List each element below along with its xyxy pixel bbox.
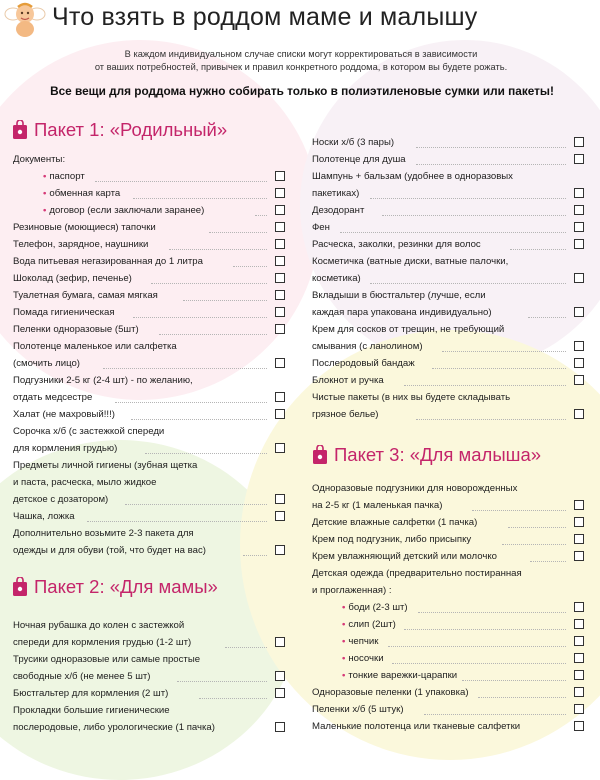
list-item xyxy=(13,202,291,219)
checkbox[interactable] xyxy=(574,636,584,646)
checkbox[interactable] xyxy=(275,307,285,317)
checkbox[interactable] xyxy=(574,619,584,629)
list-item-label: Шампунь + бальзам (удобнее в одноразовых xyxy=(312,171,513,182)
list-item-label: свободные х/б (не менее 5 шт) xyxy=(13,671,151,682)
list-item-label: Документы: xyxy=(13,154,66,165)
list-item-label: Вкладыши в бюстгальтер (лучше, если xyxy=(312,290,486,301)
checkbox[interactable] xyxy=(574,358,584,368)
checkbox[interactable] xyxy=(275,494,285,504)
checkbox[interactable] xyxy=(574,704,584,714)
checkbox[interactable] xyxy=(574,375,584,385)
list-item-label: Дополнительно возьмите 2-3 пакета для xyxy=(13,528,194,539)
checkbox[interactable] xyxy=(275,545,285,555)
checkbox[interactable] xyxy=(275,188,285,198)
checkbox[interactable] xyxy=(574,137,584,147)
bullet-icon: • xyxy=(43,205,47,216)
packet-1-title: Пакет 1: «Родильный» xyxy=(34,119,228,140)
list-item-label: и паста, расческа, мыло жидкое xyxy=(13,477,157,488)
cupid-baby-icon xyxy=(4,0,46,40)
list-item-label: и проглаженная) : xyxy=(312,585,392,596)
list-item-label: Чашка, ложка xyxy=(13,511,75,522)
list-item-label: Шоколад (зефир, печенье) xyxy=(13,273,132,284)
list-item-label: Косметичка (ватные диски, ватные палочки, xyxy=(312,256,509,267)
list-item-label: Носки х/б (3 пары) xyxy=(312,137,395,148)
checkbox[interactable] xyxy=(574,721,584,731)
list-item-label: Фен xyxy=(312,222,330,233)
bullet-icon: • xyxy=(43,188,47,199)
checkbox[interactable] xyxy=(275,358,285,368)
checkbox[interactable] xyxy=(275,239,285,249)
list-item-label: слип (2шт) xyxy=(348,619,396,630)
list-item-label: Блокнот и ручка xyxy=(312,375,384,386)
list-item-label: спереди для кормления грудью (1-2 шт) xyxy=(13,637,192,648)
checkbox[interactable] xyxy=(574,602,584,612)
list-item xyxy=(13,168,291,185)
list-item-label: детское с дозатором) xyxy=(13,494,109,505)
list-item-label: Дезодорант xyxy=(312,205,365,216)
checkbox[interactable] xyxy=(574,409,584,419)
list-item-label: послеродовые, либо урологические (1 пачка) xyxy=(13,722,215,733)
checkbox[interactable] xyxy=(574,273,584,283)
checkbox[interactable] xyxy=(275,511,285,521)
list-item-label: паспорт xyxy=(49,171,85,182)
list-item-label: пакетиках) xyxy=(312,188,360,199)
list-item xyxy=(13,185,291,202)
checkbox[interactable] xyxy=(574,670,584,680)
list-item-label: Телефон, зарядное, наушники xyxy=(13,239,149,250)
list-item-label: Трусики одноразовые или самые простые xyxy=(13,654,201,665)
list-item-label: чепчик xyxy=(348,636,379,647)
list-item-label: Одноразовые пеленки (1 упаковка) xyxy=(312,687,469,698)
checkbox[interactable] xyxy=(275,205,285,215)
page-title: Что взять в роддом маме и малышу xyxy=(52,3,478,31)
checkbox[interactable] xyxy=(275,273,285,283)
packet-1-heading xyxy=(12,118,227,142)
list-item-label: Подгузники 2-5 кг (2-4 шт) - по желанию, xyxy=(13,375,193,386)
list-item-label: Предметы личной гигиены (зубная щетка xyxy=(13,460,198,471)
list-item-label: договор (если заключали заранее) xyxy=(49,205,205,216)
checkbox[interactable] xyxy=(574,239,584,249)
checkbox[interactable] xyxy=(275,324,285,334)
list-item-label: Чистые пакеты (в них вы будете складывать xyxy=(312,392,511,403)
list-item-label: Бюстгальтер для кормления (2 шт) xyxy=(13,688,169,699)
list-item-label: Послеродовый бандаж xyxy=(312,358,415,369)
list-item-label: каждая пара упакована индивидуально) xyxy=(312,307,492,318)
checkbox[interactable] xyxy=(574,500,584,510)
subtitle-line-1: В каждом индивидуальном случае списки могут корректироваться в зависимости xyxy=(124,49,478,59)
checkbox[interactable] xyxy=(275,671,285,681)
list-item-label: Крем для сосков от трещин, не требующий xyxy=(312,324,505,335)
subtitle-line-2: от ваших потребностей, привычек и правил конкретного роддома, в котором вы будете рожать. xyxy=(94,62,508,72)
list-item-label: Крем увлажняющий детский или молочко xyxy=(312,551,497,562)
checkbox[interactable] xyxy=(574,188,584,198)
checkbox[interactable] xyxy=(574,687,584,697)
checkbox[interactable] xyxy=(275,171,285,181)
checkbox[interactable] xyxy=(574,222,584,232)
packet-2-heading xyxy=(12,575,218,599)
bag-icon xyxy=(12,577,28,597)
checkbox[interactable] xyxy=(574,534,584,544)
list-item-label: одежды и для обуви (той, что будет на вас) xyxy=(13,545,206,556)
checkbox[interactable] xyxy=(574,551,584,561)
checkbox[interactable] xyxy=(275,290,285,300)
packet-3-title: Пакет 3: «Для малыша» xyxy=(334,444,542,465)
bag-icon xyxy=(12,120,28,140)
list-item xyxy=(13,151,291,168)
bullet-icon: • xyxy=(43,171,47,182)
list-item-label: Детские влажные салфетки (1 пачка) xyxy=(312,517,478,528)
list-item-label: боди (2-3 шт) xyxy=(348,602,408,613)
list-item-label: Прокладки большие гигиенические xyxy=(13,705,170,716)
checkbox[interactable] xyxy=(275,722,285,732)
checkbox[interactable] xyxy=(275,392,285,402)
checkbox[interactable] xyxy=(275,222,285,232)
packet-3-heading xyxy=(312,443,541,467)
list-item-label: обменная карта xyxy=(49,188,121,199)
list-item-label: грязное белье) xyxy=(312,409,379,420)
list-item-label: Вода питьевая негазированная до 1 литра xyxy=(13,256,203,267)
list-item-label: Ночная рубашка до колен с застежкой xyxy=(13,620,185,631)
list-item-label: Детская одежда (предварительно постиранная xyxy=(312,568,522,579)
bag-icon xyxy=(312,445,328,465)
list-item-label: Полотенце для душа xyxy=(312,154,406,165)
checkbox[interactable] xyxy=(275,256,285,266)
list-item-label: Расческа, заколки, резинки для волос xyxy=(312,239,481,250)
packet-2-title: Пакет 2: «Для мамы» xyxy=(34,576,218,597)
list-item-label: Пеленки одноразовые (5шт) xyxy=(13,324,139,335)
list-item-label: отдать медсестре xyxy=(13,392,93,403)
list-item-label: Маленькие полотенца или тканевые салфетки xyxy=(312,721,521,732)
bullet-icon: • xyxy=(342,619,346,630)
list-item-label: Полотенце маленькое или салфетка xyxy=(13,341,177,352)
list-item-label: Помада гигиеническая xyxy=(13,307,115,318)
list-item-label: тонкие варежки-царапки xyxy=(348,670,458,681)
checkbox[interactable] xyxy=(574,307,584,317)
checkbox[interactable] xyxy=(574,517,584,527)
checkbox[interactable] xyxy=(574,154,584,164)
list-item-label: смывания (с ланолином) xyxy=(312,341,423,352)
checkbox[interactable] xyxy=(574,341,584,351)
list-item-label: Крем под подгузник, либо присыпку xyxy=(312,534,472,545)
bullet-icon: • xyxy=(342,670,346,681)
list-item-label: косметика) xyxy=(312,273,361,284)
list-item-label: Туалетная бумага, самая мягкая xyxy=(13,290,158,301)
list-item-label: Халат (не махровый!!!) xyxy=(13,409,115,420)
bullet-icon: • xyxy=(342,653,346,664)
checkbox[interactable] xyxy=(275,443,285,453)
bullet-icon: • xyxy=(342,636,346,647)
checkbox[interactable] xyxy=(275,637,285,647)
list-item-label: (смочить лицо) xyxy=(13,358,81,369)
checkbox[interactable] xyxy=(275,409,285,419)
list-item-label: Резиновые (моющиеся) тапочки xyxy=(13,222,156,233)
list-item-label: для кормления грудью) xyxy=(13,443,118,454)
checkbox[interactable] xyxy=(574,205,584,215)
bullet-icon: • xyxy=(342,602,346,613)
list-item-label: на 2-5 кг (1 маленькая пачка) xyxy=(312,500,443,511)
checkbox[interactable] xyxy=(574,653,584,663)
list-item-label: носочки xyxy=(348,653,384,664)
bags-notice: Все вещи для роддома нужно собирать только в полиэтиленовые сумки или пакеты! xyxy=(50,84,554,98)
list-item-label: Одноразовые подгузники для новорожденных xyxy=(312,483,518,494)
checkbox[interactable] xyxy=(275,688,285,698)
list-item-label: Пеленки х/б (5 штук) xyxy=(312,704,404,715)
list-item-label: Сорочка х/б (с застежкой спереди xyxy=(13,426,165,437)
